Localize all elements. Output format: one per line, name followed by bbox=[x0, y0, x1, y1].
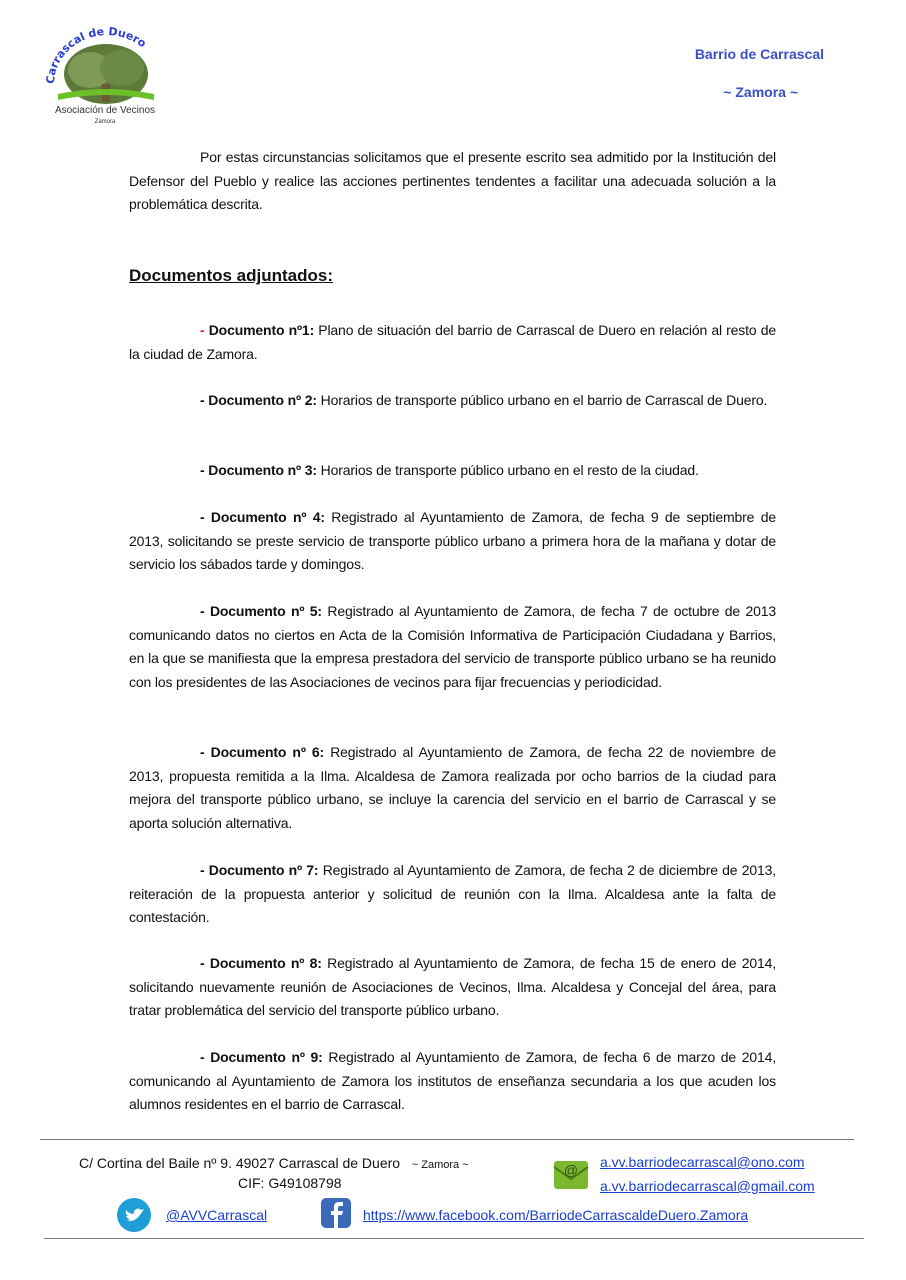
twitter-icon[interactable] bbox=[116, 1197, 152, 1238]
document-label-text: Documento nº 2: bbox=[208, 392, 317, 408]
document-item bbox=[129, 506, 776, 577]
document-description: Registrado al Ayuntamiento de Zamora, de fecha 22 de noviembre de 2013, propuesta remitida a la Ilma. Alcaldesa de Zamora realizada por ocho barrios de la ciudad para mejora del transporte público urbano, se incluye la carencia del servicio en el barrio de Carrascal y se aporta solución alternativa. bbox=[129, 744, 776, 831]
email-link-gmail[interactable]: a.vv.barriodecarrascal@gmail.com bbox=[600, 1178, 815, 1194]
logo-subtitle: Zamora bbox=[94, 119, 116, 125]
document-label bbox=[200, 744, 324, 760]
document-label bbox=[200, 1049, 323, 1065]
document-dash: - bbox=[200, 603, 205, 619]
document-item bbox=[129, 459, 776, 483]
association-logo bbox=[40, 22, 170, 127]
document-label-text: Documento nº 8: bbox=[209, 955, 322, 971]
facebook-link[interactable]: https://www.facebook.com/BarriodeCarrascaldeDuero.Zamora bbox=[363, 1207, 749, 1223]
document-description: Horarios de transporte público urbano en el barrio de Carrascal de Duero. bbox=[316, 392, 768, 408]
document-label-text: Documento nº 4: bbox=[210, 509, 325, 525]
document-description: Registrado al Ayuntamiento de Zamora, de fecha 9 de septiembre de 2013, solicitando se preste servicio de transporte público urbano a primera hora de la mañana y dotar de servicio los sábados tarde y domingos. bbox=[129, 509, 776, 572]
document-dash: - bbox=[200, 462, 205, 478]
document-label bbox=[200, 392, 317, 408]
document-description: Plano de situación del barrio de Carrascal de Duero en relación al resto de la ciudad de Zamora. bbox=[129, 322, 776, 362]
facebook-icon[interactable] bbox=[321, 1198, 351, 1233]
document-label bbox=[200, 462, 317, 478]
document-label bbox=[200, 509, 325, 525]
document-dash: - bbox=[200, 744, 205, 760]
document-description: Horarios de transporte público urbano en el resto de la ciudad. bbox=[316, 462, 699, 478]
city-text: ~ Zamora ~ bbox=[411, 1159, 469, 1171]
document-item bbox=[129, 952, 776, 1023]
document-label-text: Documento nº1: bbox=[208, 322, 315, 338]
document-label-text: Documento nº 9: bbox=[210, 1049, 323, 1065]
document-dash: - bbox=[200, 1049, 205, 1065]
document-label-text: Documento nº 3: bbox=[208, 462, 317, 478]
document-item bbox=[129, 1046, 776, 1117]
document-dash: - bbox=[200, 392, 205, 408]
document-item bbox=[129, 600, 776, 694]
header-line-2: ~ Zamora ~ bbox=[723, 84, 798, 100]
footer-cif: CIF: G49108798 bbox=[238, 1175, 342, 1191]
address-text: C/ Cortina del Baile nº 9. 49027 Carrascal de Duero bbox=[79, 1155, 401, 1171]
svg-text:@: @ bbox=[563, 1162, 579, 1178]
footer-divider-bottom bbox=[44, 1238, 864, 1239]
document-item bbox=[129, 859, 776, 930]
document-description: Registrado al Ayuntamiento de Zamora, de fecha 6 de marzo de 2014, comunicando al Ayuntamiento de Zamora los institutos de enseñanza secundaria a los que acuden los alumnos residentes en el barrio de Carrascal. bbox=[129, 1049, 776, 1112]
document-label-text: Documento nº 6: bbox=[210, 744, 325, 760]
document-description: Registrado al Ayuntamiento de Zamora, de fecha 15 de enero de 2014, solicitando nuevamente reunión de Asociaciones de Vecinos, Ilma. Alcaldesa y Concejal del área, para tratar problemática del servicio del transporte público urbano. bbox=[129, 955, 776, 1018]
footer-address bbox=[79, 1155, 469, 1171]
twitter-link[interactable]: @AVVCarrascal bbox=[166, 1207, 268, 1223]
footer-divider-top bbox=[40, 1139, 854, 1140]
document-description: Registrado al Ayuntamiento de Zamora, de fecha 2 de diciembre de 2013, reiteración de la propuesta anterior y solicitud de reunión con la Ilma. Alcaldesa ante la falta de contestación. bbox=[129, 862, 776, 925]
document-item bbox=[129, 389, 776, 413]
intro-paragraph: Por estas circunstancias solicitamos que el presente escrito sea admitido por la Institución del Defensor del Pueblo y realice las acciones pertinentes tendentes a facilitar una adecuada solución a la problemática descrita. bbox=[129, 149, 776, 212]
document-label bbox=[200, 862, 318, 878]
email-link-ono[interactable]: a.vv.barriodecarrascal@ono.com bbox=[600, 1154, 805, 1170]
header-line-1: Barrio de Carrascal bbox=[694, 46, 824, 62]
document-description: Registrado al Ayuntamiento de Zamora, de fecha 7 de octubre de 2013 comunicando datos no ciertos en Acta de la Comisión Informativa de Participación Ciudadana y Barrios, en la que se manifiesta que la empresa prestadora del servicio de transporte público urbano se ha reunido con los presidentes de las Asociaciones de vecinos para fijar frecuencias y periodicidad. bbox=[129, 603, 776, 690]
document-dash: - bbox=[200, 862, 205, 878]
document-dash: - bbox=[200, 509, 205, 525]
document-item bbox=[129, 741, 776, 835]
logo-arc-text: Carrascal de Duero bbox=[43, 24, 149, 85]
document-item bbox=[129, 319, 776, 366]
document-label bbox=[200, 322, 314, 338]
email-icon bbox=[553, 1155, 589, 1196]
document-label bbox=[200, 603, 322, 619]
document-dash: - bbox=[200, 955, 205, 971]
document-label bbox=[200, 955, 322, 971]
document-label-text: Documento nº 5: bbox=[209, 603, 322, 619]
attachments-heading: Documentos adjuntados: bbox=[129, 266, 334, 285]
document-label-text: Documento nº 7: bbox=[208, 862, 319, 878]
document-dash: - bbox=[200, 322, 205, 338]
logo-title: Asociación de Vecinos bbox=[54, 105, 156, 116]
